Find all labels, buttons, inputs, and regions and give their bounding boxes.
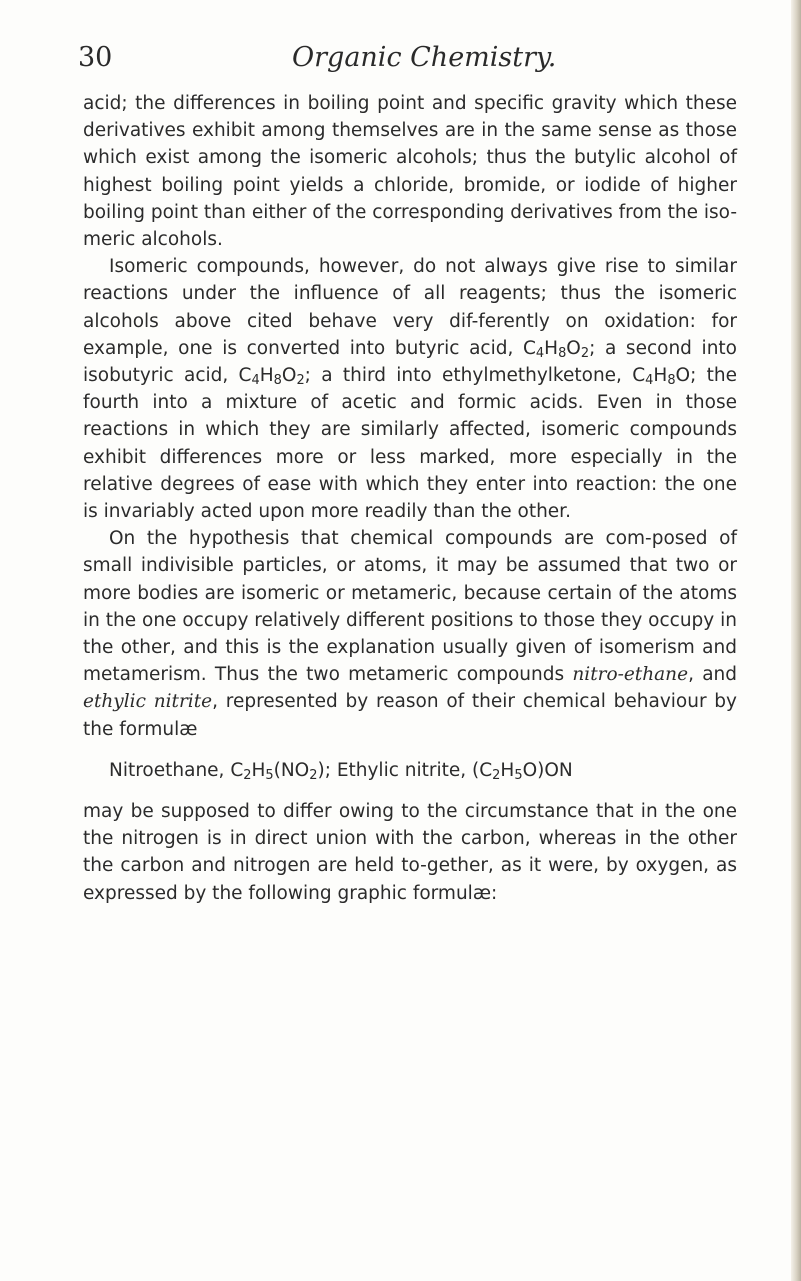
text-span: Isomeric compounds, however, do not always give rise to similar reactions under the influence of all reagents; thus the isomeric alcohols above cited behave very dif-ferently on oxidation: for example, one is converted into butyric acid, C	[83, 256, 737, 359]
subscript: 4	[645, 373, 654, 389]
italic-term: ethylic nitrite	[83, 691, 213, 713]
running-title: Organic Chemistry.	[292, 42, 557, 73]
text-span: H	[544, 337, 559, 359]
page-header	[70, 34, 730, 78]
subscript: 8	[273, 373, 282, 389]
formula-line	[83, 757, 737, 784]
italic-term: nitro-ethane	[572, 664, 689, 686]
text-span: O; the fourth into a mixture of acetic and formic acids. Even in those reactions in which they are similarly affected, isomeric compounds exhibit differences more or less marked, more especially in the relative degrees of ease with which they enter into reaction: the one is invariably acted upon more readily than the other.	[83, 365, 738, 523]
text-span: On the hypothesis that chemical compounds are com-posed of small indivisible particles, or atoms, it may be assumed that two or more bodies are isomeric or metameric, because certain of the atoms in the one occupy relatively different positions to those they occupy in the other, and this is the explanation usually given of isomerism and metamerism. Thus the two metameric compounds	[83, 528, 737, 686]
subscript: 2	[309, 768, 318, 784]
text-span: O	[566, 337, 581, 359]
subscript: 2	[580, 346, 590, 362]
text-span: O	[281, 365, 297, 387]
subscript: 2	[492, 768, 501, 784]
subscript: 2	[243, 768, 252, 784]
text-span: , represented by reason of their chemical behaviour by the formulæ	[83, 691, 737, 740]
subscript: 4	[251, 373, 260, 389]
text-span: (NO	[273, 759, 310, 781]
text-span: ; a second into isobutyric acid, C	[83, 337, 737, 387]
paragraph-4	[83, 798, 737, 907]
text-span: Nitroethane, C	[109, 759, 244, 781]
paragraph-1	[83, 90, 737, 253]
paragraph-2	[83, 253, 737, 525]
text-span: H	[259, 365, 274, 387]
subscript: 8	[667, 373, 676, 389]
subscript: 4	[535, 346, 545, 362]
text-span: acid; the differences in boiling point and specific gravity which these derivatives exhibit among themselves are in the same sense as those which exist among the isomeric alcohols; thus the butylic alcohol of highest boiling point yields a chloride, bromide, or iodide of higher boiling point than either of the corresponding derivatives from the iso-meric alcohols.	[83, 93, 737, 251]
subscript: 5	[265, 768, 274, 784]
subscript: 5	[514, 768, 523, 784]
paragraph-3	[83, 525, 737, 743]
subscript: 2	[296, 373, 305, 389]
text-span: ; a third into ethylmethylketone, C	[304, 365, 646, 387]
subscript: 8	[558, 346, 567, 362]
text-span: ); Ethylic nitrite, (C	[317, 759, 493, 781]
text-span: O)ON	[522, 759, 573, 781]
text-span: H	[500, 759, 515, 781]
text-span: H	[251, 759, 266, 781]
page-number: 30	[78, 42, 113, 73]
text-span: , and	[688, 664, 737, 686]
body-text	[83, 90, 737, 907]
page-edge-shadow	[791, 0, 801, 1281]
text-span: may be supposed to differ owing to the circumstance that in the one the nitrogen is in direct union with the carbon, whereas in the other the carbon and nitrogen are held to-gether, as it were, by oxygen, as expressed by the following graphic formulæ:	[83, 801, 737, 904]
text-span: H	[653, 365, 668, 387]
